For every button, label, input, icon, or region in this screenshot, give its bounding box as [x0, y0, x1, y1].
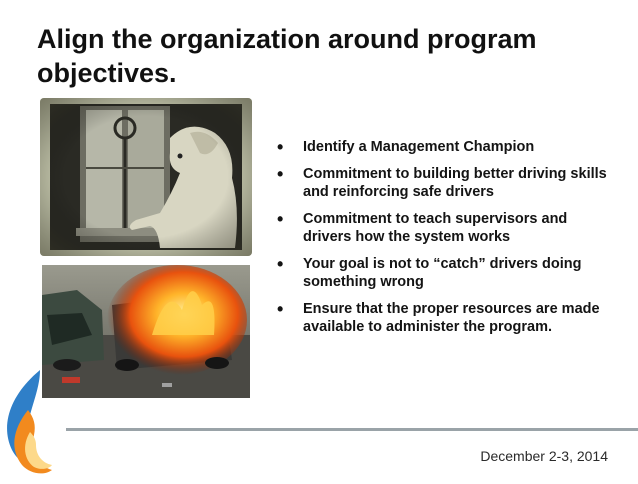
- dog-at-window-illustration: [40, 98, 252, 256]
- car-crash-fire-photo: [42, 265, 250, 398]
- bullet-item: [277, 210, 607, 246]
- bullet-item: [277, 138, 607, 156]
- bullet-text: Commitment to building better driving skills and reinforcing safe drivers: [303, 166, 607, 200]
- bullet-item: [277, 255, 607, 291]
- bullet-item: [277, 165, 607, 201]
- footer-divider: [66, 428, 638, 431]
- bullet-text: Ensure that the proper resources are made available to administer the program.: [303, 301, 600, 335]
- bullet-marker: •: [277, 299, 284, 319]
- bullet-marker: •: [277, 209, 284, 229]
- bullet-text: Identify a Management Champion: [303, 139, 535, 155]
- flame-logo-icon: [0, 370, 56, 479]
- dog-at-window-photo: [40, 98, 252, 256]
- bullet-list: [277, 138, 607, 345]
- car-crash-illustration: [42, 265, 250, 398]
- slide-title: Align the organization around program objectives.: [37, 24, 537, 88]
- bullet-marker: •: [277, 137, 284, 157]
- bullet-marker: •: [277, 254, 284, 274]
- bullet-text: Commitment to teach supervisors and drivers how the system works: [303, 211, 568, 245]
- bullet-marker: •: [277, 164, 284, 184]
- bullet-item: [277, 300, 607, 336]
- footer-date: December 2-3, 2014: [480, 448, 608, 464]
- bullet-text: Your goal is not to “catch” drivers doing something wrong: [303, 256, 582, 290]
